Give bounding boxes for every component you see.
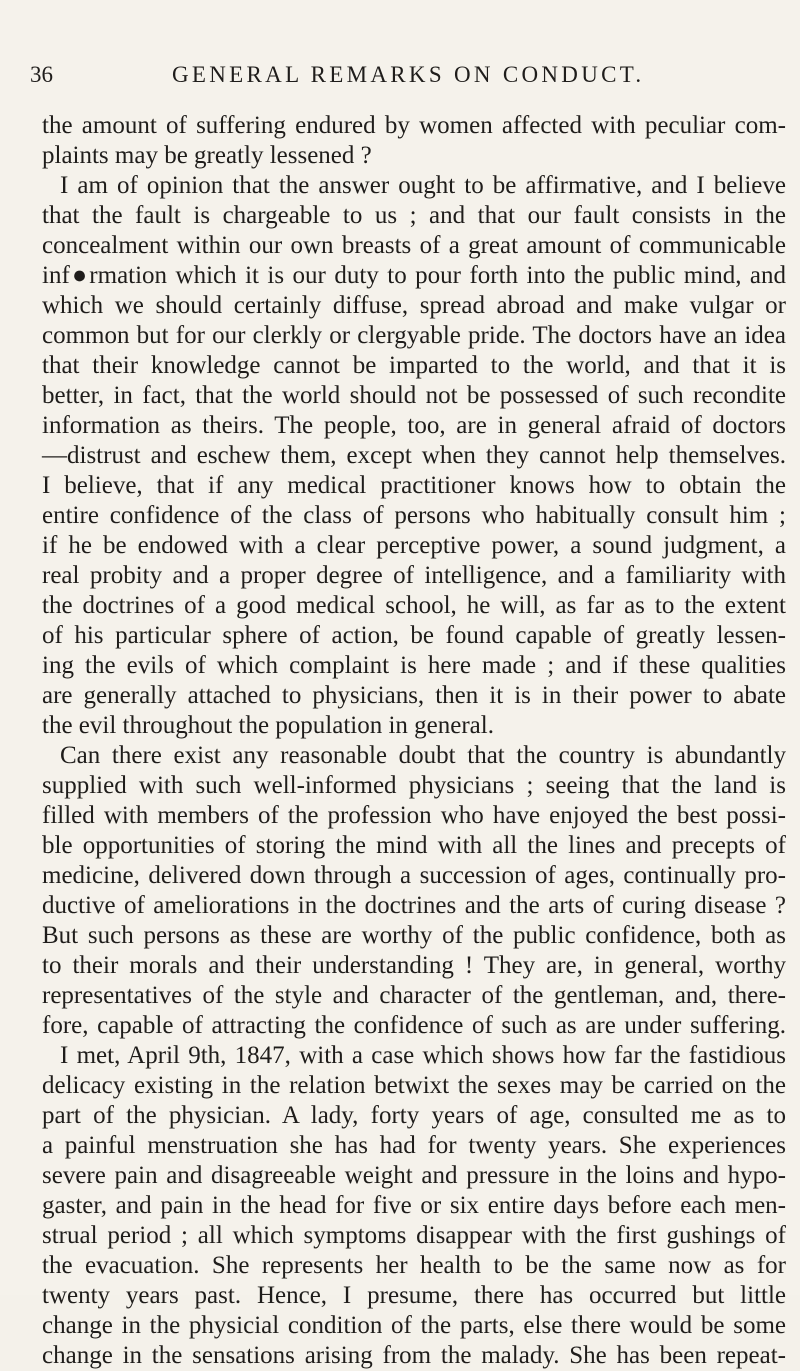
text-line: a painful menstruation she has had for twenty years. She experiences bbox=[42, 1132, 786, 1159]
text-line: better, in fact, that the world should not be possessed of such recondite bbox=[42, 382, 786, 409]
text-line: I met, April 9th, 1847, with a case which shows how far the fastidious bbox=[60, 1042, 786, 1069]
text-line: twenty years past. Hence, I presume, there has occurred but little bbox=[42, 1282, 786, 1309]
text-line: real probity and a proper degree of intelligence, and a familiarity with bbox=[42, 562, 786, 589]
text-line: common but for our clerkly or clergyable pride. The doctors have an idea bbox=[42, 322, 786, 349]
text-line: part of the physician. A lady, forty years of age, consulted me as to bbox=[42, 1102, 786, 1129]
text-line: delicacy existing in the relation betwixt the sexes may be carried on the bbox=[42, 1072, 786, 1099]
text-line: I believe, that if any medical practitioner knows how to obtain the bbox=[42, 472, 786, 499]
page-number: 36 bbox=[30, 62, 53, 87]
running-title: GENERAL REMARKS ON CONDUCT. bbox=[172, 62, 645, 87]
text-line: fore, capable of attracting the confidence of such as are under suffering. bbox=[42, 1012, 786, 1039]
text-line: plaints may be greatly lessened ? bbox=[42, 142, 372, 169]
running-head bbox=[30, 62, 790, 90]
text-line: medicine, delivered down through a succession of ages, continually pro- bbox=[42, 862, 786, 889]
text-line: that their knowledge cannot be imparted to the world, and that it is bbox=[42, 352, 786, 379]
text-line: entire confidence of the class of persons who habitually consult him ; bbox=[42, 502, 786, 529]
text-line: supplied with such well-informed physicians ; seeing that the land is bbox=[42, 772, 786, 799]
text-line: representatives of the style and character of the gentleman, and, there- bbox=[42, 982, 786, 1009]
text-line: But such persons as these are worthy of the public confidence, both as bbox=[42, 922, 786, 949]
text-line: Can there exist any reasonable doubt that the country is abundantly bbox=[60, 742, 786, 769]
text-line: ble opportunities of storing the mind with all the lines and precepts of bbox=[42, 832, 786, 859]
text-line: the evacuation. She represents her health to be the same now as for bbox=[42, 1252, 786, 1279]
text-line: of his particular sphere of action, be found capable of greatly lessen- bbox=[42, 622, 786, 649]
text-line: ductive of ameliorations in the doctrines and the arts of curing disease ? bbox=[42, 892, 786, 919]
text-line: which we should certainly diffuse, spread abroad and make vulgar or bbox=[42, 292, 786, 319]
text-line: to their morals and their understanding ! They are, in general, worthy bbox=[42, 952, 786, 979]
text-line: change in the sensations arising from the malady. She has been repeat- bbox=[42, 1342, 786, 1369]
text-line: that the fault is chargeable to us ; and that our fault consists in the bbox=[42, 202, 786, 229]
text-line: filled with members of the profession who have enjoyed the best possi- bbox=[42, 802, 786, 829]
text-line: concealment within our own breasts of a great amount of communicable bbox=[42, 232, 786, 259]
text-line: the doctrines of a good medical school, he will, as far as to the extent bbox=[42, 592, 786, 619]
text-line: I am of opinion that the answer ought to be affirmative, and I believe bbox=[60, 172, 786, 199]
text-line: if he be endowed with a clear perceptive power, a sound judgment, a bbox=[42, 532, 786, 559]
text-line: inf●rmation which it is our duty to pour forth into the public mind, and bbox=[42, 262, 786, 289]
text-line: —distrust and eschew them, except when they cannot help themselves. bbox=[42, 442, 786, 469]
text-line: severe pain and disagreeable weight and pressure in the loins and hypo- bbox=[42, 1162, 786, 1189]
text-line: change in the physicial condition of the parts, else there would be some bbox=[42, 1312, 786, 1339]
text-line: the evil throughout the population in general. bbox=[42, 712, 494, 739]
text-line: gaster, and pain in the head for five or six entire days before each men- bbox=[42, 1192, 786, 1219]
text-line: strual period ; all which symptoms disappear with the first gushings of bbox=[42, 1222, 786, 1249]
text-line: are generally attached to physicians, then it is in their power to abate bbox=[42, 682, 786, 709]
text-line: ing the evils of which complaint is here made ; and if these qualities bbox=[42, 652, 786, 679]
text-line: information as theirs. The people, too, are in general afraid of doctors bbox=[42, 412, 786, 439]
text-line: the amount of suffering endured by women affected with peculiar com- bbox=[42, 112, 786, 139]
